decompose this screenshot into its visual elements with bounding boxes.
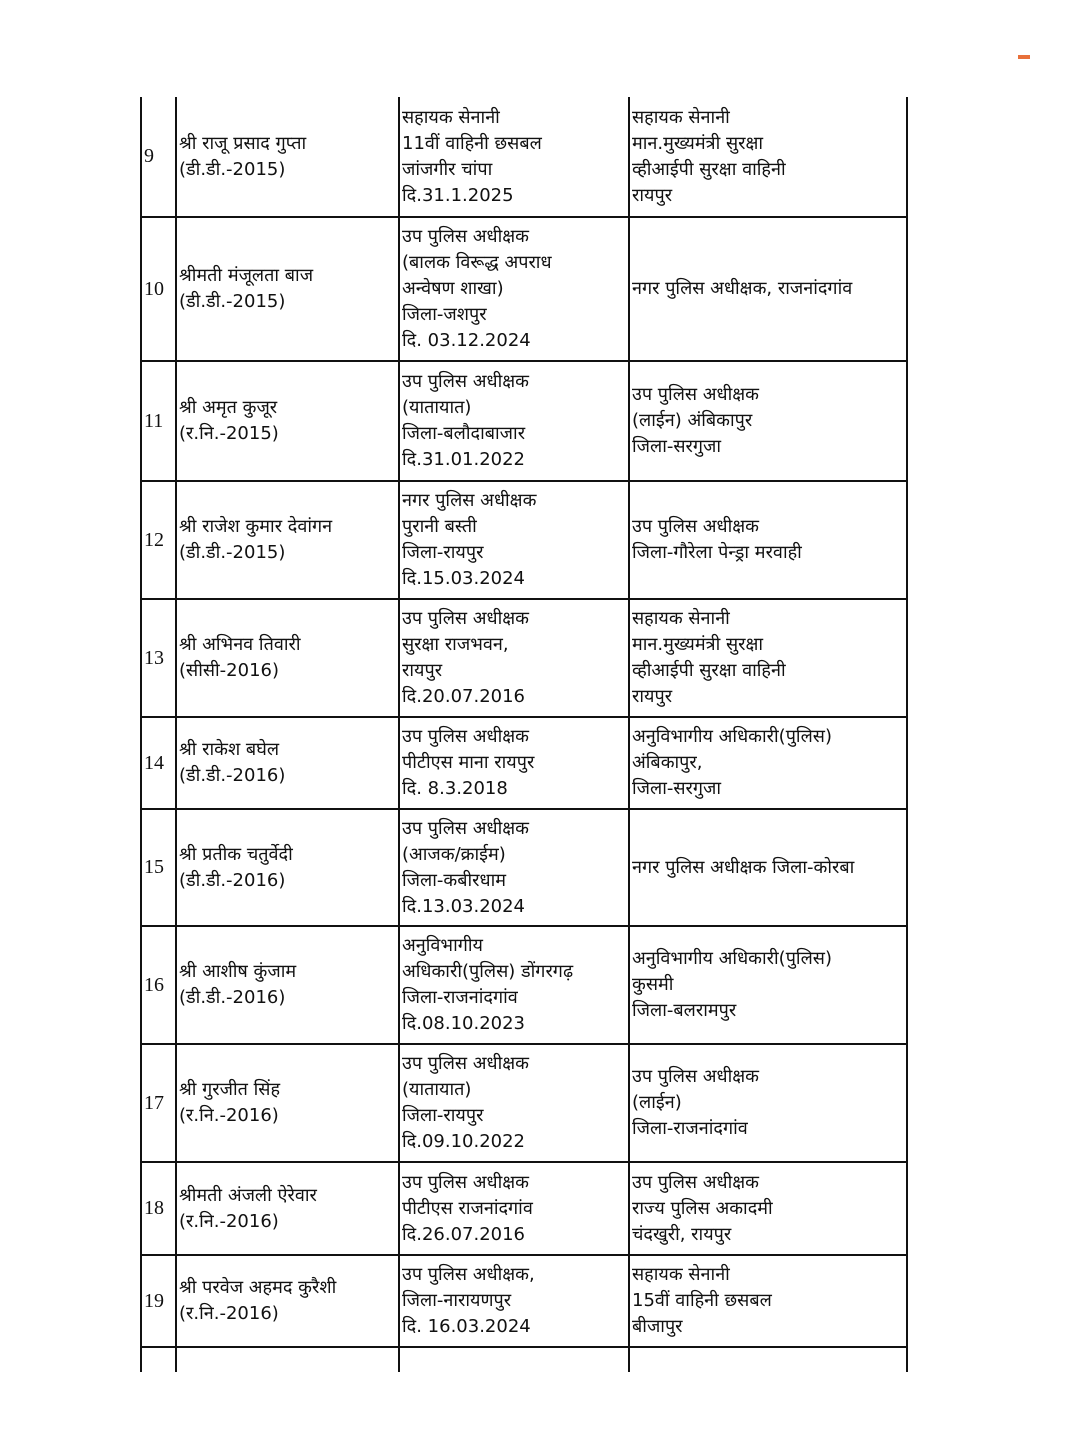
officer-name: श्रीमती मंजूलता बाज — [179, 265, 314, 286]
new-posting-cell — [628, 218, 908, 360]
new-posting-line: उप पुलिस अधीक्षक — [632, 1066, 760, 1087]
current-posting-line: जिला-रायपुर — [402, 1105, 484, 1126]
current-posting-line: उप पुलिस अधीक्षक — [402, 608, 530, 629]
officer-name: श्री राजेश कुमार देवांगन — [179, 516, 333, 537]
current-posting-line: 11वीं वाहिनी छसबल — [402, 132, 542, 154]
current-posting-line: जिला-जशपुर — [402, 304, 487, 325]
table-row — [140, 810, 908, 927]
new-posting-line: जिला-सरगुजा — [632, 778, 722, 799]
officer-batch: (डी.डी.-2016) — [179, 987, 286, 1008]
table-row — [140, 718, 908, 810]
serial-number: 10 — [144, 277, 164, 300]
current-posting-line: उप पुलिस अधीक्षक — [402, 817, 530, 839]
current-posting-line: जांजगीर चांपा — [402, 158, 493, 180]
new-posting-cell — [628, 810, 908, 925]
current-posting-cell — [398, 1256, 628, 1346]
current-posting-line: उप पुलिस अधीक्षक — [402, 726, 530, 747]
serial-number: 19 — [144, 1289, 164, 1312]
current-posting-cell — [398, 600, 628, 716]
table-row — [140, 97, 908, 218]
current-posting-line: सुरक्षा राजभवन, — [402, 634, 509, 655]
current-posting-line: अन्वेषण शाखा) — [402, 278, 504, 299]
current-posting-line: दि. 8.3.2018 — [402, 778, 508, 799]
new-posting-line: सहायक सेनानी — [632, 608, 730, 629]
serial-number: 12 — [144, 528, 164, 551]
new-posting-line: उप पुलिस अधीक्षक — [632, 1171, 760, 1193]
current-posting-cell — [398, 1045, 628, 1161]
current-posting-line: दि.31.1.2025 — [402, 184, 514, 206]
current-posting-line: उप पुलिस अधीक्षक — [402, 1053, 530, 1074]
officer-name: श्री राजू प्रसाद गुप्ता — [179, 132, 307, 154]
serial-number: 16 — [144, 973, 164, 996]
current-posting-line: जिला-बलौदाबाजार — [402, 423, 526, 444]
current-posting-line: जिला-नारायणपुर — [402, 1290, 512, 1311]
current-posting-line: उप पुलिस अधीक्षक — [402, 371, 530, 392]
officer-name-cell — [175, 1045, 398, 1161]
officer-name-cell — [175, 362, 398, 480]
officer-name: श्री अमृत कुजूर — [179, 397, 278, 418]
new-posting-line: अनुविभागीय अधिकारी(पुलिस) — [632, 948, 832, 969]
new-posting-line: जिला-बलरामपुर — [632, 1000, 737, 1021]
new-posting-line: (लाईन) — [632, 1092, 682, 1113]
new-posting-line: उप पुलिस अधीक्षक — [632, 516, 760, 537]
current-posting-line: दि.26.07.2016 — [402, 1223, 526, 1245]
new-posting-line: मान.मुख्यमंत्री सुरक्षा — [632, 132, 764, 154]
current-posting-line: (यातायात) — [402, 397, 472, 418]
new-posting-line: व्हीआईपी सुरक्षा वाहिनी — [632, 660, 786, 681]
officer-batch: (र.नि.-2016) — [179, 1105, 279, 1126]
table-row — [140, 1163, 908, 1256]
new-posting-line: अनुविभागीय अधिकारी(पुलिस) — [632, 726, 832, 747]
new-posting-line: राज्य पुलिस अकादमी — [632, 1197, 773, 1219]
officer-name-cell — [175, 1163, 398, 1254]
current-posting-line: अनुविभागीय — [402, 935, 483, 956]
new-posting-line: चंदखुरी, रायपुर — [632, 1223, 732, 1245]
officer-name-cell — [175, 718, 398, 808]
serial-number-cell — [140, 1045, 175, 1161]
current-posting-cell — [398, 810, 628, 925]
new-posting-line: व्हीआईपी सुरक्षा वाहिनी — [632, 158, 786, 180]
current-posting-line: पुरानी बस्ती — [402, 516, 477, 537]
current-posting-line: दि.13.03.2024 — [402, 895, 526, 917]
officer-batch: (डी.डी.-2015) — [179, 158, 286, 180]
serial-number: 13 — [144, 646, 164, 669]
current-posting-line: दि. 03.12.2024 — [402, 330, 531, 351]
officer-name: श्री आशीष कुंजाम — [179, 961, 297, 982]
serial-number-cell — [140, 1256, 175, 1346]
officer-batch: (डी.डी.-2015) — [179, 542, 286, 563]
officer-batch: (डी.डी.-2016) — [179, 869, 286, 891]
current-posting-line: दि.08.10.2023 — [402, 1013, 526, 1034]
current-posting-line: नगर पुलिस अधीक्षक — [402, 490, 537, 511]
current-posting-line: उप पुलिस अधीक्षक, — [402, 1264, 535, 1285]
current-posting-line: दि.20.07.2016 — [402, 686, 526, 707]
serial-number-cell — [140, 600, 175, 716]
current-posting-line: (बालक विरूद्ध अपराध — [402, 252, 552, 273]
current-posting-cell — [398, 362, 628, 480]
transfer-table — [140, 97, 908, 1372]
officer-name: श्री परवेज अहमद कुरैशी — [179, 1277, 337, 1298]
table-row — [140, 362, 908, 482]
new-posting-line: मान.मुख्यमंत्री सुरक्षा — [632, 634, 764, 655]
table-row-empty — [140, 1348, 908, 1372]
serial-number: 9 — [144, 145, 154, 167]
new-posting-line: 15वीं वाहिनी छसबल — [632, 1290, 772, 1311]
current-posting-line: दि. 16.03.2024 — [402, 1316, 531, 1337]
empty-cell — [140, 1348, 175, 1372]
officer-name: श्रीमती अंजली ऐरेवार — [179, 1184, 317, 1206]
current-posting-cell — [398, 218, 628, 360]
current-posting-line: जिला-रायपुर — [402, 542, 484, 563]
current-posting-line: दि.09.10.2022 — [402, 1131, 526, 1152]
serial-number: 11 — [144, 409, 164, 432]
current-posting-line: पीटीएस माना रायपुर — [402, 752, 535, 773]
current-posting-cell — [398, 97, 628, 216]
officer-name-cell — [175, 218, 398, 360]
new-posting-line: नगर पुलिस अधीक्षक जिला-कोरबा — [632, 856, 855, 878]
new-posting-cell — [628, 1163, 908, 1254]
serial-number-cell — [140, 1163, 175, 1254]
officer-batch: (सीसी-2016) — [179, 660, 280, 681]
current-posting-line: (यातायात) — [402, 1079, 472, 1100]
new-posting-cell — [628, 97, 908, 216]
new-posting-line: जिला-राजनांदगांव — [632, 1118, 748, 1139]
new-posting-line: रायपुर — [632, 184, 673, 206]
officer-name: श्री राकेश बघेल — [179, 739, 280, 760]
new-posting-cell — [628, 1256, 908, 1346]
table-row — [140, 600, 908, 718]
serial-number: 15 — [144, 856, 164, 878]
empty-cell — [628, 1348, 908, 1372]
serial-number: 18 — [144, 1197, 164, 1219]
serial-number: 17 — [144, 1091, 164, 1114]
new-posting-line: अंबिकापुर, — [632, 752, 703, 773]
new-posting-line: (लाईन) अंबिकापुर — [632, 410, 753, 431]
new-posting-line: जिला-गौरेला पेन्ड्रा मरवाही — [632, 542, 802, 563]
new-posting-cell — [628, 927, 908, 1043]
new-posting-line: सहायक सेनानी — [632, 1264, 730, 1285]
serial-number-cell — [140, 718, 175, 808]
new-posting-line: जिला-सरगुजा — [632, 436, 722, 457]
current-posting-line: सहायक सेनानी — [402, 106, 500, 128]
new-posting-line: उप पुलिस अधीक्षक — [632, 384, 760, 405]
officer-name-cell — [175, 927, 398, 1043]
current-posting-line: दि.31.01.2022 — [402, 449, 526, 470]
officer-batch: (र.नि.-2016) — [179, 1210, 279, 1232]
serial-number-cell — [140, 927, 175, 1043]
current-posting-line: (आजक/क्राईम) — [402, 843, 506, 865]
table-row — [140, 218, 908, 362]
empty-cell — [175, 1348, 398, 1372]
serial-number-cell — [140, 810, 175, 925]
empty-cell — [398, 1348, 628, 1372]
officer-name-cell — [175, 1256, 398, 1346]
officer-name-cell — [175, 482, 398, 598]
current-posting-cell — [398, 482, 628, 598]
officer-name-cell — [175, 810, 398, 925]
new-posting-line: नगर पुलिस अधीक्षक, राजनांदगांव — [632, 278, 853, 299]
current-posting-line: दि.15.03.2024 — [402, 568, 526, 589]
serial-number: 14 — [144, 751, 164, 774]
current-posting-line: पीटीएस राजनांदगांव — [402, 1197, 533, 1219]
current-posting-cell — [398, 927, 628, 1043]
officer-batch: (र.नि.-2015) — [179, 423, 279, 444]
current-posting-cell — [398, 718, 628, 808]
current-posting-line: रायपुर — [402, 660, 443, 681]
table-row — [140, 1256, 908, 1348]
serial-number-cell — [140, 97, 175, 216]
officer-name: श्री अभिनव तिवारी — [179, 634, 301, 655]
new-posting-line: कुसमी — [632, 974, 674, 995]
new-posting-line: बीजापुर — [632, 1316, 683, 1337]
new-posting-cell — [628, 718, 908, 808]
table-row — [140, 1045, 908, 1163]
officer-batch: (डी.डी.-2016) — [179, 765, 286, 786]
officer-name: श्री गुरजीत सिंह — [179, 1079, 281, 1100]
orange-dash-mark — [1018, 55, 1030, 59]
new-posting-cell — [628, 362, 908, 480]
current-posting-cell — [398, 1163, 628, 1254]
new-posting-cell — [628, 600, 908, 716]
current-posting-line: उप पुलिस अधीक्षक — [402, 226, 530, 247]
current-posting-line: अधिकारी(पुलिस) डोंगरगढ़ — [402, 961, 574, 982]
serial-number-cell — [140, 218, 175, 360]
current-posting-line: उप पुलिस अधीक्षक — [402, 1171, 530, 1193]
officer-name-cell — [175, 97, 398, 216]
officer-name: श्री प्रतीक चतुर्वेदी — [179, 843, 293, 865]
new-posting-line: रायपुर — [632, 686, 673, 707]
officer-batch: (र.नि.-2016) — [179, 1303, 279, 1324]
new-posting-cell — [628, 482, 908, 598]
serial-number-cell — [140, 482, 175, 598]
table-row — [140, 927, 908, 1045]
officer-name-cell — [175, 600, 398, 716]
current-posting-line: जिला-राजनांदगांव — [402, 987, 518, 1008]
new-posting-line: सहायक सेनानी — [632, 106, 730, 128]
serial-number-cell — [140, 362, 175, 480]
table-row — [140, 482, 908, 600]
officer-batch: (डी.डी.-2015) — [179, 291, 286, 312]
new-posting-cell — [628, 1045, 908, 1161]
current-posting-line: जिला-कबीरधाम — [402, 869, 507, 891]
